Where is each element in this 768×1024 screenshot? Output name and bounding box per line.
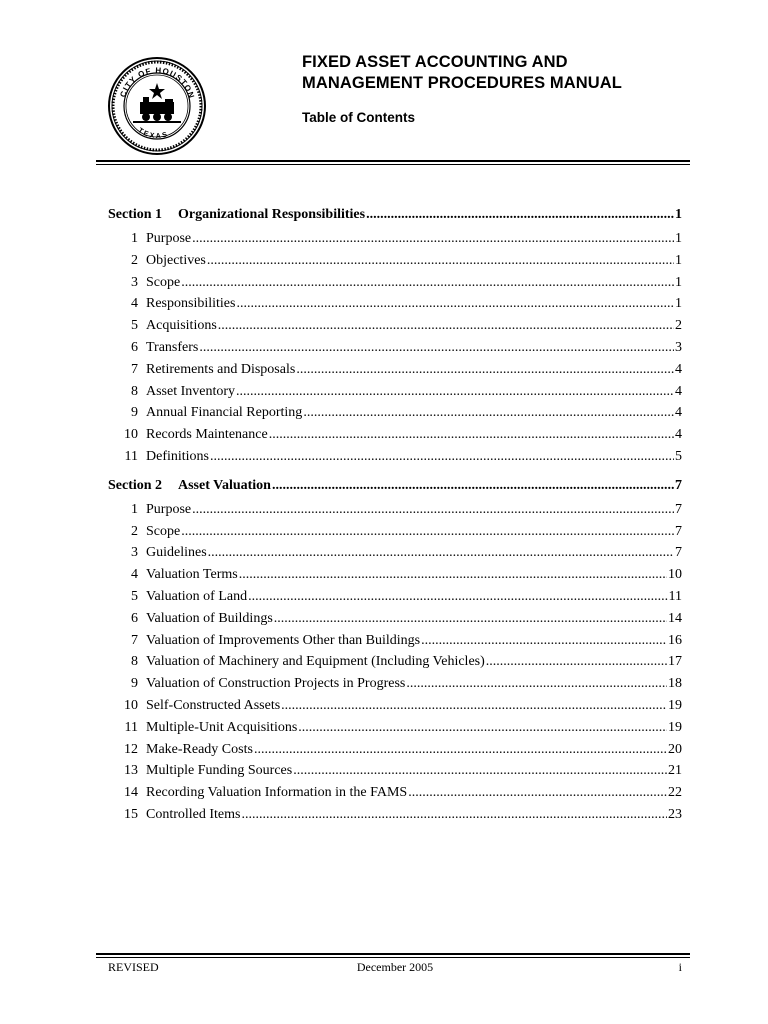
entry-title: Self-Constructed Assets xyxy=(146,697,281,713)
entry-title: Guidelines xyxy=(146,545,207,561)
entry-number: 7 xyxy=(131,361,138,377)
entry-page-number: 4 xyxy=(675,361,682,377)
table-of-contents-heading: Table of Contents xyxy=(302,110,415,125)
dot-leader xyxy=(248,586,667,608)
dot-leader xyxy=(269,424,674,446)
toc-entry[interactable] xyxy=(108,315,682,337)
entry-title: Annual Financial Reporting xyxy=(146,405,303,421)
entry-title: Recording Valuation Information in the FAMS xyxy=(146,785,408,801)
entry-page-number: 3 xyxy=(675,339,682,355)
entry-page-number: 1 xyxy=(675,252,682,268)
page-number: i xyxy=(678,960,682,974)
entry-number: 6 xyxy=(131,339,138,355)
toc-entry[interactable] xyxy=(108,804,682,826)
dot-leader xyxy=(272,476,674,496)
entry-number: 5 xyxy=(131,318,138,334)
entry-page-number: 20 xyxy=(668,741,682,757)
entry-page-number: 7 xyxy=(675,545,682,561)
dot-leader xyxy=(242,804,668,826)
entry-page-number: 19 xyxy=(668,719,682,735)
entry-title: Valuation of Machinery and Equipment (Including Vehicles) xyxy=(146,654,485,670)
dot-leader xyxy=(254,739,667,761)
city-seal-logo xyxy=(107,56,207,156)
svg-text:TEXAS: TEXAS xyxy=(136,127,170,141)
toc-entry[interactable] xyxy=(108,739,682,761)
entry-number: 8 xyxy=(131,383,138,399)
svg-text:CITY OF HOUSTON: CITY OF HOUSTON xyxy=(118,65,197,101)
entry-title: Valuation of Land xyxy=(146,588,248,604)
entry-number: 14 xyxy=(124,785,138,801)
entry-page-number: 22 xyxy=(668,785,682,801)
entry-page-number: 23 xyxy=(668,806,682,822)
entry-number: 3 xyxy=(131,274,138,290)
dot-leader xyxy=(281,695,667,717)
entry-number: 15 xyxy=(124,806,138,822)
dot-leader xyxy=(218,315,674,337)
entry-title: Controlled Items xyxy=(146,806,241,822)
section-label: Section 1 xyxy=(108,207,163,222)
dot-leader xyxy=(239,564,667,586)
entry-page-number: 11 xyxy=(668,588,682,604)
dot-leader xyxy=(298,717,667,739)
dot-leader xyxy=(181,521,674,543)
toc-entry[interactable] xyxy=(108,586,682,608)
toc-entry[interactable] xyxy=(108,272,682,294)
dot-leader xyxy=(207,250,674,272)
dot-leader xyxy=(293,760,667,782)
footer-rule-thick xyxy=(96,953,690,955)
entry-number: 12 xyxy=(124,741,138,757)
toc-entry[interactable] xyxy=(108,673,682,695)
entry-title: Valuation of Buildings xyxy=(146,610,273,626)
entry-number: 1 xyxy=(131,501,138,517)
dot-leader xyxy=(303,402,674,424)
entry-title: Multiple-Unit Acquisitions xyxy=(146,719,298,735)
entry-title: Multiple Funding Sources xyxy=(146,763,293,779)
toc-entry[interactable] xyxy=(108,630,682,652)
toc-entry[interactable] xyxy=(108,337,682,359)
toc-entry[interactable] xyxy=(108,402,682,424)
dot-leader xyxy=(486,651,667,673)
section-heading[interactable] xyxy=(108,476,682,496)
entry-title: Valuation Terms xyxy=(146,567,238,583)
table-of-contents xyxy=(108,205,682,826)
entry-number: 10 xyxy=(124,697,138,713)
dot-leader xyxy=(192,228,674,250)
dot-leader xyxy=(274,608,667,630)
entry-title: Definitions xyxy=(146,448,209,464)
dot-leader xyxy=(366,205,674,225)
entry-number: 11 xyxy=(124,448,138,464)
entry-number: 9 xyxy=(131,405,138,421)
entry-number: 3 xyxy=(131,545,138,561)
entry-title: Objectives xyxy=(146,252,206,268)
dot-leader xyxy=(199,337,674,359)
entry-number: 5 xyxy=(131,588,138,604)
revision-label: REVISED xyxy=(108,960,159,974)
section-heading[interactable] xyxy=(108,205,682,225)
section-title: Organizational Responsibilities xyxy=(178,207,366,222)
toc-entry[interactable] xyxy=(108,359,682,381)
toc-entry[interactable] xyxy=(108,542,682,564)
entry-title: Retirements and Disposals xyxy=(146,361,296,377)
entry-page-number: 19 xyxy=(668,697,682,713)
footer-rule-thin xyxy=(96,957,690,958)
entry-page-number: 14 xyxy=(668,610,682,626)
toc-entry[interactable] xyxy=(108,499,682,521)
entry-number: 7 xyxy=(131,632,138,648)
toc-entry[interactable] xyxy=(108,564,682,586)
entry-title: Acquisitions xyxy=(146,318,217,334)
entry-page-number: 4 xyxy=(675,427,682,443)
entry-title: Asset Inventory xyxy=(146,383,236,399)
toc-entry[interactable] xyxy=(108,293,682,315)
header-rule-thin xyxy=(96,164,690,165)
entry-title: Scope xyxy=(146,523,181,539)
section-label: Section 2 xyxy=(108,477,163,493)
header-rule-thick xyxy=(96,160,690,162)
dot-leader xyxy=(208,542,674,564)
entry-title: Records Maintenance xyxy=(146,427,268,443)
toc-entry[interactable] xyxy=(108,250,682,272)
entry-number: 2 xyxy=(131,252,138,268)
dot-leader xyxy=(406,673,667,695)
entry-page-number: 10 xyxy=(668,567,682,583)
entry-number: 10 xyxy=(124,427,138,443)
entry-page-number: 18 xyxy=(668,676,682,692)
toc-entry[interactable] xyxy=(108,381,682,403)
document-title-line-1: FIXED ASSET ACCOUNTING AND xyxy=(302,53,568,71)
entry-page-number: 5 xyxy=(675,448,682,464)
entry-page-number: 1 xyxy=(675,296,682,312)
entry-page-number: 1 xyxy=(675,231,682,246)
dot-leader xyxy=(181,272,674,294)
toc-entry[interactable] xyxy=(108,651,682,673)
entry-page-number: 7 xyxy=(675,523,682,539)
entry-title: Valuation of Construction Projects in Progress xyxy=(146,676,406,692)
dot-leader xyxy=(236,381,674,403)
entry-page-number: 4 xyxy=(675,383,682,399)
entry-number: 11 xyxy=(124,719,138,735)
dot-leader xyxy=(192,499,674,521)
entry-number: 4 xyxy=(131,296,138,312)
revision-date: December 2005 xyxy=(356,960,434,974)
entry-number: 6 xyxy=(131,610,138,626)
section-title: Asset Valuation xyxy=(178,477,271,493)
entry-page-number: 4 xyxy=(675,405,682,421)
entry-title: Valuation of Improvements Other than Buildings xyxy=(146,632,421,648)
entry-number: 13 xyxy=(124,763,138,779)
section-2-item-list xyxy=(108,499,682,826)
entry-page-number: 16 xyxy=(668,632,682,648)
toc-entry[interactable] xyxy=(108,760,682,782)
dot-leader xyxy=(236,293,674,315)
toc-entry[interactable] xyxy=(108,228,682,250)
entry-page-number: 21 xyxy=(668,763,682,779)
section-1-item-list xyxy=(108,228,682,468)
dot-leader xyxy=(421,630,667,652)
section-page-number: 1 xyxy=(675,207,682,222)
entry-page-number: 17 xyxy=(668,654,682,670)
entry-title: Transfers xyxy=(146,339,199,355)
entry-number: 1 xyxy=(131,231,138,246)
entry-page-number: 1 xyxy=(675,274,682,290)
entry-number: 4 xyxy=(131,567,138,583)
entry-number: 9 xyxy=(131,676,138,692)
toc-entry[interactable] xyxy=(108,782,682,804)
dot-leader xyxy=(296,359,674,381)
dot-leader xyxy=(210,446,674,468)
entry-title: Responsibilities xyxy=(146,296,236,312)
section-page-number: 7 xyxy=(675,477,682,493)
entry-title: Scope xyxy=(146,274,181,290)
entry-page-number: 2 xyxy=(675,318,682,334)
entry-page-number: 7 xyxy=(675,501,682,517)
toc-entry[interactable] xyxy=(108,446,682,468)
entry-title: Purpose xyxy=(146,231,192,246)
entry-number: 2 xyxy=(131,523,138,539)
toc-entry[interactable] xyxy=(108,717,682,739)
document-title-line-2: MANAGEMENT PROCEDURES MANUAL xyxy=(302,74,622,92)
toc-entry[interactable] xyxy=(108,695,682,717)
document-header xyxy=(302,52,622,125)
entry-number: 8 xyxy=(131,654,138,670)
entry-title: Purpose xyxy=(146,501,192,517)
toc-entry[interactable] xyxy=(108,608,682,630)
toc-entry[interactable] xyxy=(108,521,682,543)
toc-entry[interactable] xyxy=(108,424,682,446)
dot-leader xyxy=(408,782,667,804)
entry-title: Make-Ready Costs xyxy=(146,741,253,757)
